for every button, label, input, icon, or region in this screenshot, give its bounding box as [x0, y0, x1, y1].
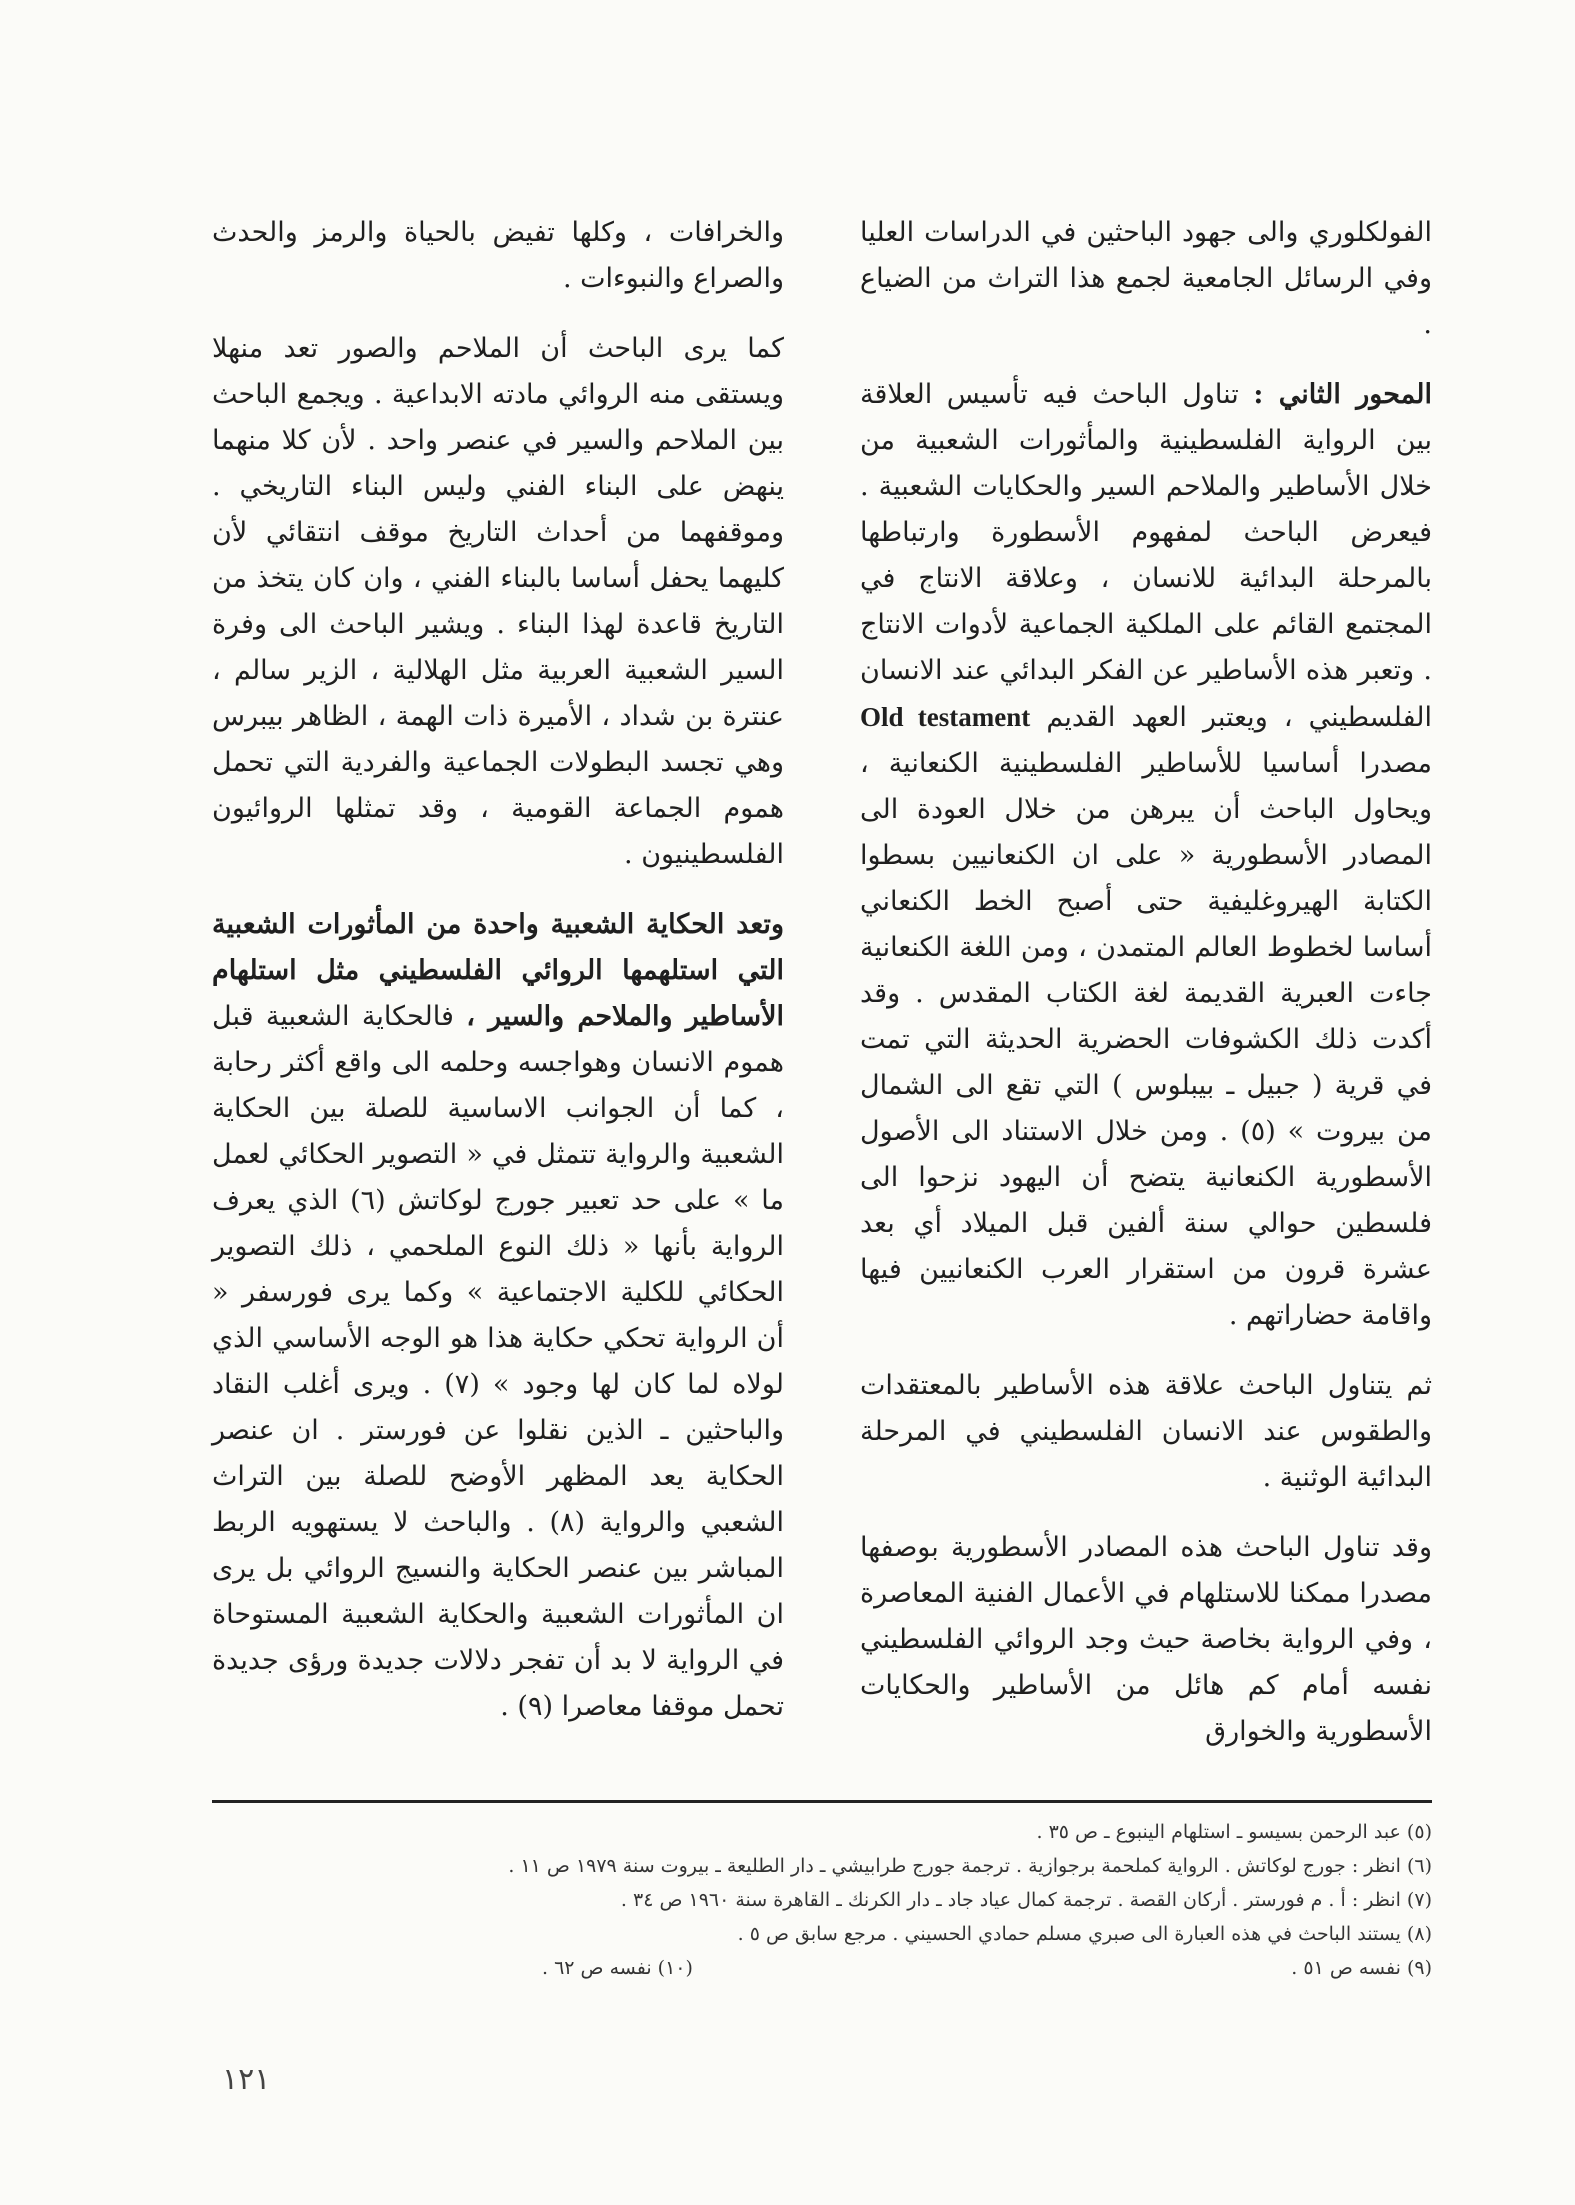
paragraph-text: فالحكاية الشعبية قبل هموم الانسان وهواجسه وحلمه الى واقع أكثر رحابة ، كما أن الجوانب الاساسية للصلة بين الحكاية الشعبية والرواية تتمثل في « التصوير الحكائي لعمل ما » على حد تعبير جورج لوكاتش (٦) الذي يعرف الرواية بأنها « ذلك النوع الملحمي ، ذلك التصوير الحكائي للكلية الاجتماعية » وكما يرى فورسفر « أن الرواية تحكي حكاية هذا هو الوجه الأساسي الذي لولاه لما كان لها وجود » (٧) . ويرى أغلب النقاد والباحثين ـ الذين نقلوا عن فورستر . ان عنصر الحكاية يعد المظهر الأوضح للصلة بين التراث الشعبي والرواية (٨) . والباحث لا يستهويه الربط المباشر بين عنصر الحكاية والنسيج الروائي بل يرى ان المأثورات الشعبية والحكاية الشعبية المستوحاة في الرواية لا بد أن تفجر دلالات جديدة ورؤى جديدة تحمل موقفا معاصرا (٩) . — [212, 1001, 785, 1722]
footnote: (٦) انظر : جورج لوكاتش . الرواية كملحمة برجوازية . ترجمة جورج طرابيشي ـ دار الطليعة ـ بيروت سنة ١٩٧٩ ص ١١ . — [508, 1855, 1432, 1877]
paragraph: وقد تناول الباحث هذه المصادر الأسطورية بوصفها مصدرا ممكنا للاستلهام في الأعمال الفنية المعاصرة ، وفي الرواية بخاصة حيث وجد الروائي الفلسطيني نفسه أمام كم هائل من الأساطير والحكايات الأسطورية والخوارق — [860, 1532, 1432, 1747]
paragraph — [212, 902, 784, 1730]
paragraph: ثم يتناول الباحث علاقة هذه الأساطير بالمعتقدات والطقوس عند الانسان الفلسطيني في المرحلة البدائية الوثنية . — [860, 1370, 1432, 1493]
footnote: (٥) عبد الرحمن بسيسو ـ استلهام الينبوع ـ ص ٣٥ . — [1036, 1821, 1432, 1843]
footnote-divider — [212, 1800, 1432, 1803]
footnote: (٧) انظر : أ . م فورستر . أركان القصة . ترجمة كمال عياد جاد ـ دار الكرنك ـ القاهرة سنة ١٩٦٠ ص ٣٤ . — [620, 1889, 1432, 1911]
bold-lead: وتعد الحكاية الشعبية واحدة من المأثورات الشعبية التي استلهمها الروائي الفلسطيني مثل استلهام الأساطير والملاحم والسير ، — [212, 909, 784, 1032]
paragraph: والخرافات ، وكلها تفيض بالحياة والرمز والحدث والصراع والنبوءات . — [212, 217, 784, 294]
section-heading: المحور الثاني : — [1253, 379, 1433, 410]
right-column — [860, 210, 1432, 1779]
paragraph-text: تناول الباحث فيه تأسيس العلاقة بين الرواية الفلسطينية والمأثورات الشعبية من خلال الأساطير والملاحم السير والحكايات الشعبية . فيعرض الباحث لمفهوم الأسطورة وارتباطها بالمرحلة البدائية للانسان ، وعلاقة الانتاج في المجتمع القائم على الملكية الجماعية لأدوات الانتاج . وتعبر هذه الأساطير عن الفكر البدائي عند الانسان الفلسطيني ، ويعتبر العهد القديم — [860, 379, 1432, 733]
footnote: (١٠) نفسه ص ٦٢ . — [542, 1957, 693, 1979]
footnote: (٨) يستند الباحث في هذه العبارة الى صبري مسلم حمادي الحسيني . مرجع سابق ص ٥ . — [737, 1923, 1432, 1945]
paragraph-text: مصدرا أساسيا للأساطير الفلسطينية الكنعانية ، ويحاول الباحث أن يبرهن من خلال العودة الى المصادر الأسطورية « على ان الكنعانيين بسطوا الكتابة الهيروغليفية حتى أصبح الخط الكنعاني أساسا لخطوط العالم المتمدن ، ومن اللغة الكنعانية جاءت العبرية القديمة لغة الكتاب المقدس . وقد أكدت ذلك الكشوفات الحضرية الحديثة التي تمت في قرية ( جبيل ـ بيبلوس ) التي تقع الى الشمال من بيروت » (٥) . ومن خلال الاستناد الى الأصول الأسطورية الكنعانية يتضح أن اليهود نزحوا الى فلسطين حوالي سنة ألفين قبل الميلاد أي بعد عشرة قرون من استقرار العرب الكنعانيين فيها واقامة حضاراتهم . — [860, 748, 1432, 1331]
page-number: ١٢١ — [222, 2062, 271, 2097]
paragraph: الفولكلوري والى جهود الباحثين في الدراسات العليا وفي الرسائل الجامعية لجمع هذا التراث من الضياع . — [860, 217, 1432, 340]
latin-term: Old testament — [860, 702, 1031, 732]
paragraph — [860, 372, 1432, 1339]
paragraph: كما يرى الباحث أن الملاحم والصور تعد منهلا ويستقى منه الروائي مادته الابداعية . ويجمع الباحث بين الملاحم والسير في عنصر واحد . لأن كلا منهما ينهض على البناء الفني وليس البناء التاريخي . وموقفهما من أحداث التاريخ موقف انتقائي لأن كليهما يحفل أساسا بالبناء الفني ، وان كان يتخذ من التاريخ قاعدة لهذا البناء . ويشير الباحث الى وفرة السير الشعبية العربية مثل الهلالية ، الزير سالم ، عنترة بن شداد ، الأميرة ذات الهمة ، الظاهر بيبرس وهي تجسد البطولات الجماعية والفردية التي تحمل هموم الجماعة القومية ، وقد تمثلها الروائيون الفلسطينيون . — [212, 333, 784, 870]
footnote: (٩) نفسه ص ٥١ . — [1291, 1957, 1432, 1979]
footnote-pair — [212, 1951, 1432, 1985]
footnotes — [212, 1815, 1432, 1985]
left-column — [212, 210, 784, 1754]
